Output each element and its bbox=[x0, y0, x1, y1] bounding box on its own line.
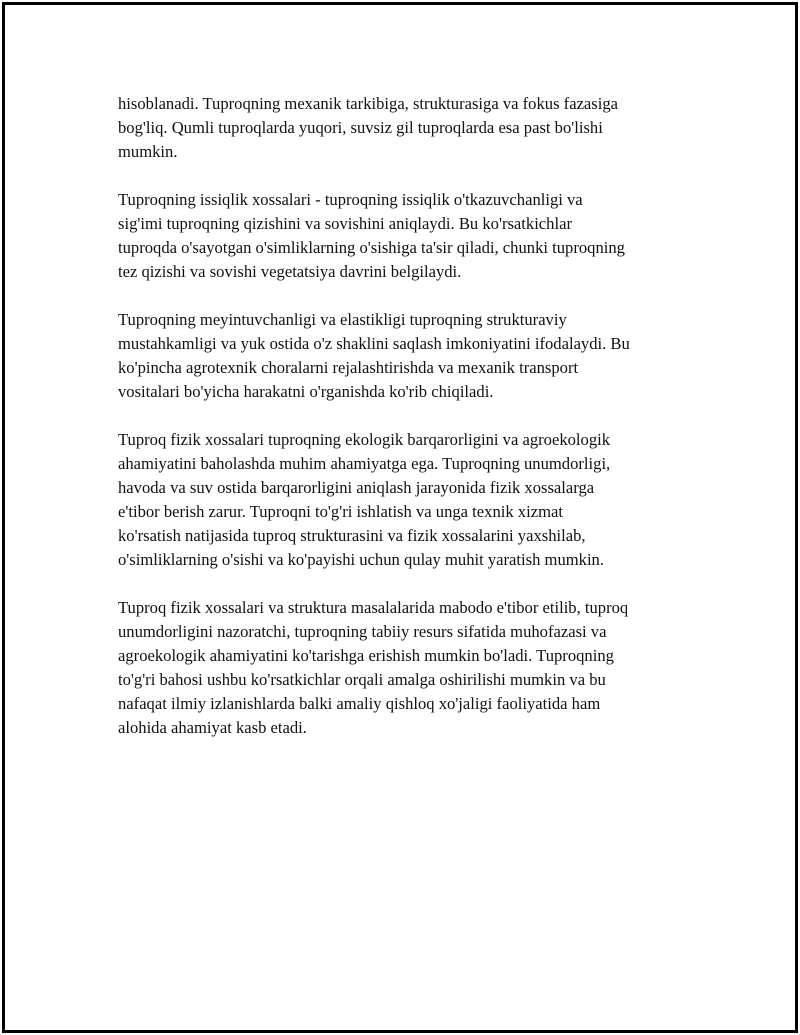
text-line: mustahkamligi va yuk ostida o'z shaklini saqlash imkoniyatini ifodalaydi. Bu bbox=[118, 334, 630, 353]
paragraph bbox=[118, 308, 708, 404]
text-line: ko'pincha agrotexnik choralarni rejalashtirishda va mexanik transport bbox=[118, 358, 579, 377]
paragraph bbox=[118, 92, 708, 164]
text-line: alohida ahamiyat kasb etadi. bbox=[118, 718, 307, 737]
text-line: Tuproq fizik xossalari va struktura masalalarida mabodo e'tibor etilib, tuproq bbox=[118, 598, 629, 617]
text-line: sig'imi tuproqning qizishini va sovishini aniqlaydi. Bu ko'rsatkichlar bbox=[118, 214, 572, 233]
text-line: vositalari bo'yicha harakatni o'rganishda ko'rib chiqiladi. bbox=[118, 382, 494, 401]
document-body bbox=[118, 92, 708, 764]
text-line: unumdorligini nazoratchi, tuproqning tabiiy resurs sifatida muhofazasi va bbox=[118, 622, 607, 641]
text-line: Tuproqning issiqlik xossalari - tuproqning issiqlik o'tkazuvchanligi va bbox=[118, 190, 583, 209]
paragraph bbox=[118, 188, 708, 284]
text-line: e'tibor berish zarur. Tuproqni to'g'ri ishlatish va unga texnik xizmat bbox=[118, 502, 563, 521]
text-line: bog'liq. Qumli tuproqlarda yuqori, suvsiz gil tuproqlarda esa past bo'lishi bbox=[118, 118, 603, 137]
text-line: hisoblanadi. Tuproqning mexanik tarkibiga, strukturasiga va fokus fazasiga bbox=[118, 94, 619, 113]
text-line: Tuproq fizik xossalari tuproqning ekologik barqarorligini va agroekologik bbox=[118, 430, 611, 449]
text-line: mumkin. bbox=[118, 142, 178, 161]
text-line: agroekologik ahamiyatini ko'tarishga erishish mumkin bo'ladi. Tuproqning bbox=[118, 646, 614, 665]
text-line: ko'rsatish natijasida tuproq strukturasini va fizik xossalarini yaxshilab, bbox=[118, 526, 586, 545]
text-line: ahamiyatini baholashda muhim ahamiyatga ega. Tuproqning unumdorligi, bbox=[118, 454, 611, 473]
text-line: havoda va suv ostida barqarorligini aniqlash jarayonida fizik xossalarga bbox=[118, 478, 595, 497]
text-line: tuproqda o'sayotgan o'simliklarning o'sishiga ta'sir qiladi, chunki tuproqning bbox=[118, 238, 625, 257]
text-line: Tuproqning meyintuvchanligi va elastikligi tuproqning strukturaviy bbox=[118, 310, 567, 329]
text-line: to'g'ri bahosi ushbu ko'rsatkichlar orqali amalga oshirilishi mumkin va bu bbox=[118, 670, 606, 689]
text-line: o'simliklarning o'sishi va ko'payishi uchun qulay muhit yaratish mumkin. bbox=[118, 550, 604, 569]
paragraph bbox=[118, 596, 708, 740]
paragraph bbox=[118, 428, 708, 572]
text-line: nafaqat ilmiy izlanishlarda balki amaliy qishloq xo'jaligi faoliyatida ham bbox=[118, 694, 601, 713]
text-line: tez qizishi va sovishi vegetatsiya davrini belgilaydi. bbox=[118, 262, 462, 281]
